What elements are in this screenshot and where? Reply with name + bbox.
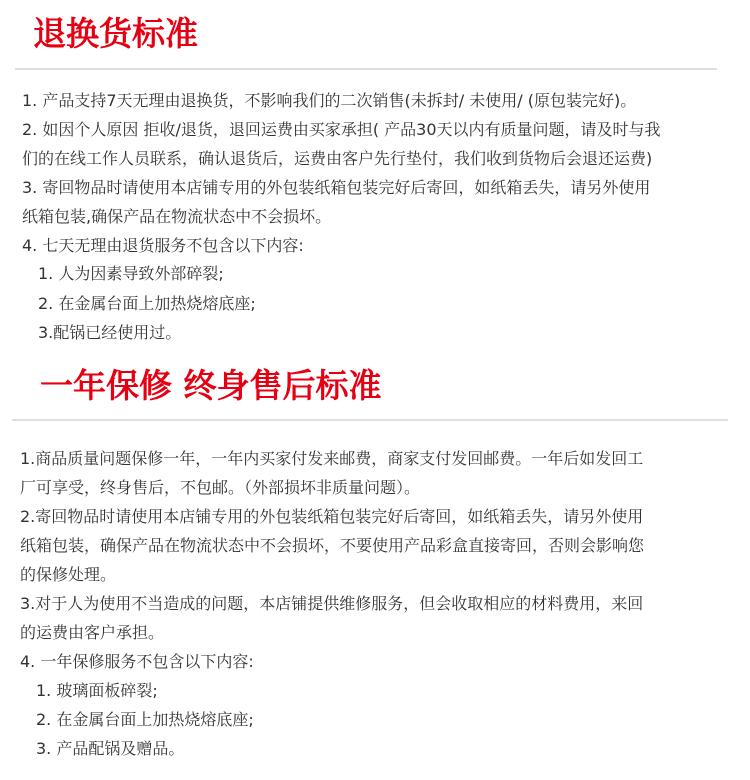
exclusion-item-2: 2. 在金属台面上加热烧熔底座; <box>38 294 256 313</box>
exclusion-item-3: 3.配锅已经使用过。 <box>38 323 182 342</box>
section-divider <box>12 419 728 421</box>
warranty-item-4: 4. 一年保修服务不包含以下内容: <box>20 652 254 671</box>
warranty-item-1-cont: 厂可享受，终身售后，不包邮。（外部损坏非质量问题）。 <box>20 478 421 497</box>
policy-item-2: 2. 如因个人原因 拒收/退货，退回运费由买家承担( 产品30天以内有质量问题，请及时与我 <box>22 120 661 139</box>
section-divider <box>15 68 717 70</box>
policy-item-2-cont: 们的在线工作人员联系，确认退货后，运费由客户先行垫付，我们收到货物后会退还运费) <box>22 149 653 168</box>
warranty-item-1: 1.商品质量问题保修一年，一年内买家付发来邮费，商家支付发回邮费。一年后如发回工 <box>20 449 644 468</box>
exclusion-item-1: 1. 人为因素导致外部碎裂; <box>38 264 224 283</box>
warranty-item-2: 2.寄回物品时请使用本店铺专用的外包装纸箱包装完好后寄回，如纸箱丢失，请另外使用 <box>20 507 644 526</box>
warranty-item-3: 3.对于人为使用不当造成的问题，本店铺提供维修服务，但会收取相应的材料费用，来回 <box>20 594 644 613</box>
warranty-exclusion-2: 2. 在金属台面上加热烧熔底座; <box>36 710 254 729</box>
policy-item-4: 4. 七天无理由退货服务不包含以下内容: <box>22 236 304 255</box>
warranty-title: 一年保修 终身售后标准 <box>40 366 382 405</box>
warranty-item-2-cont: 纸箱包装，确保产品在物流状态中不会损坏，不要使用产品彩盒直接寄回，否则会影响您 <box>20 536 645 555</box>
warranty-exclusion-3: 3. 产品配锅及赠品。 <box>36 739 185 758</box>
policy-item-3-cont: 纸箱包装,确保产品在物流状态中不会损坏。 <box>22 207 332 226</box>
warranty-exclusion-1: 1. 玻璃面板碎裂; <box>36 681 158 700</box>
return-policy-title: 退换货标准 <box>33 14 198 53</box>
warranty-item-2-cont2: 的保修处理。 <box>20 565 117 584</box>
policy-item-3: 3. 寄回物品时请使用本店铺专用的外包装纸箱包装完好后寄回，如纸箱丢失，请另外使用 <box>22 178 651 197</box>
policy-item-1: 1. 产品支持7天无理由退换货，不影响我们的二次销售(未拆封/ 未使用/ (原包装完好)。 <box>22 91 637 110</box>
warranty-item-3-cont: 的运费由客户承担。 <box>20 623 165 642</box>
